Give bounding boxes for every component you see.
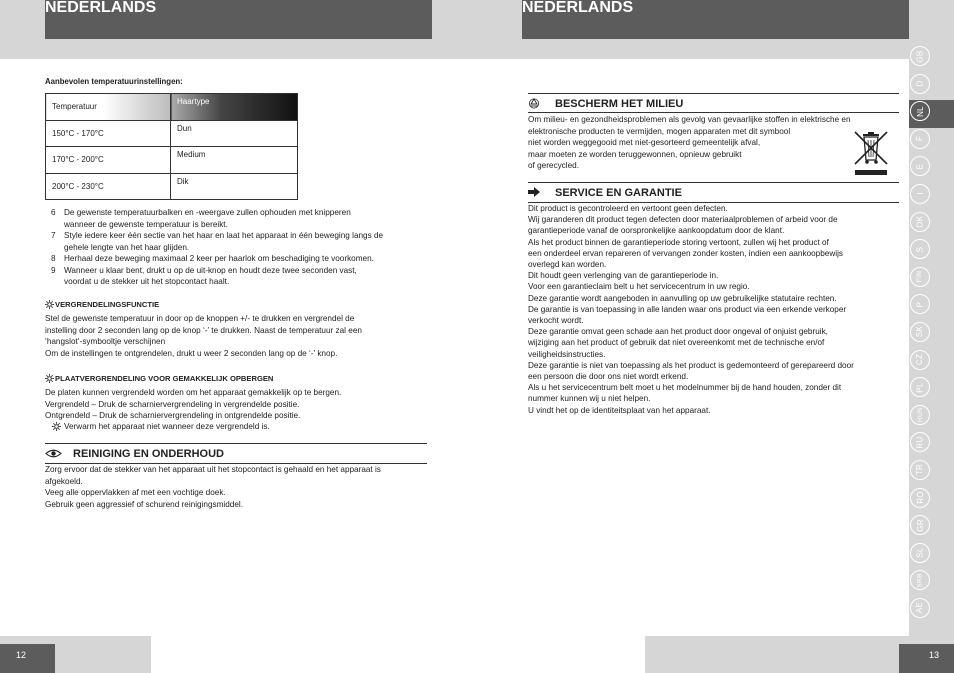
environment-text: niet worden weggegooid met niet-gesorteerd gemeentelijk afval,	[528, 138, 761, 147]
language-tab-label: SK	[915, 326, 925, 338]
left-page-header: NEDERLANDS	[45, 0, 432, 39]
plate-text: De platen kunnen vergrendeld worden om het apparaat gemakkelijk op te bergen.	[45, 388, 342, 397]
language-tab-ro[interactable]	[910, 488, 930, 508]
step-number: 6	[51, 208, 56, 217]
language-tab-label: P	[915, 301, 925, 308]
language-tab-dk[interactable]	[910, 212, 930, 232]
table-header-row	[46, 94, 298, 121]
right-page-header: NEDERLANDS	[522, 0, 909, 39]
table-row	[46, 173, 298, 200]
section-divider	[528, 112, 899, 113]
language-tab-label: PL	[915, 381, 925, 393]
step-number: 9	[51, 265, 56, 275]
language-tab-gr[interactable]	[910, 515, 930, 535]
language-tab-label: HUN	[916, 407, 924, 423]
warranty-title: SERVICE EN GARANTIE	[555, 187, 682, 199]
lock-text: Om de instellingen te ontgrendelen, drukt u weer 2 seconden lang op de ‘-’ knop.	[45, 348, 338, 358]
warranty-text: Deze garantie omvat geen schade aan het product door ongeval of onjuist gebruik,	[528, 327, 828, 337]
language-tab-p[interactable]	[910, 294, 930, 314]
language-tab-fin[interactable]	[910, 267, 930, 287]
environment-text: elektronische producten te vermijden, mogen apparaten met dit symbool	[528, 126, 791, 136]
right-page-number-box	[899, 644, 954, 673]
page-number: 13	[929, 650, 940, 660]
warranty-text: Voor een garantieclaim belt u het servicecentrum in uw regio.	[528, 282, 750, 292]
language-tab-label: D	[915, 80, 925, 87]
sun-icon	[45, 374, 54, 383]
table-row	[46, 147, 298, 174]
warranty-text: Wij garanderen dit product tegen defecten door materiaalproblemen of arbeid voor de	[528, 215, 838, 225]
sun-icon	[45, 300, 54, 309]
language-tab-label: F	[915, 136, 925, 142]
table-cell: 200°C - 230°C	[46, 173, 171, 200]
language-tab-ru[interactable]	[910, 432, 930, 452]
plate-text: Ontgrendeld – Druk de scharniervergrendeling in ontgrendelde positie.	[45, 411, 301, 420]
warranty-text: Dit product is gecontroleerd en vertoont geen defecten.	[528, 204, 728, 213]
language-tab-cz[interactable]	[910, 350, 930, 370]
lock-text: Stel de gewenste temperatuur in door op de knoppen +/- te drukken en vergrendel de	[45, 314, 355, 323]
warranty-text: Deze garantie is niet van toepassing als het product is gedemonteerd of gerepareerd door	[528, 360, 854, 370]
table-cell: Dik	[171, 173, 298, 200]
language-tab-label: TR	[915, 464, 925, 476]
lock-function-title: VERGRENDELINGSFUNCTIE	[55, 300, 160, 309]
cleaning-text: afgekoeld.	[45, 476, 83, 486]
language-tab-gb[interactable]	[910, 46, 930, 66]
temperature-table	[45, 93, 298, 200]
language-tab-label: DK	[915, 215, 925, 228]
table-cell: Dun	[171, 120, 298, 147]
warranty-text: garantieperiode vanaf de oorspronkelijke aankoopdatum door de klant.	[528, 226, 785, 236]
warranty-text: Als u het servicecentrum belt moet u het modelnummer bij de hand houden, zonder dit	[528, 383, 842, 393]
left-page-number-box	[0, 644, 55, 673]
step-number: 8	[51, 254, 56, 263]
cleaning-text: Veeg alle oppervlakken af met een vochtige doek.	[45, 488, 226, 497]
temperature-title: Aanbevolen temperatuurinstellingen:	[45, 77, 183, 86]
table-cell: Medium	[171, 147, 298, 174]
eye-icon	[45, 448, 62, 459]
cleaning-title: REINIGING EN ONDERHOUD	[73, 448, 224, 460]
section-divider	[528, 182, 899, 183]
arrow-right-icon	[528, 187, 540, 197]
language-tabs	[909, 46, 932, 625]
language-tab-sk[interactable]	[910, 322, 930, 342]
warranty-text: nummer kunnen wij u niet helpen.	[528, 394, 651, 404]
language-tab-label: RU	[915, 436, 925, 449]
warranty-text: overlegd kan worden.	[528, 260, 607, 269]
language-tab-hun[interactable]	[910, 405, 930, 425]
language-tab-tr[interactable]	[910, 460, 930, 480]
language-tab-ae[interactable]	[910, 598, 930, 618]
step-number: 7	[51, 231, 56, 240]
language-tab-label: GR	[915, 518, 925, 532]
recycle-icon	[528, 98, 540, 109]
warranty-text: De garantie is van toepassing in alle landen waar ons product via een erkende verkoper	[528, 304, 847, 314]
step-text: voordat u de stekker uit het stopcontact haalt.	[64, 277, 230, 286]
step-text: gehele lengte van het haar glijden.	[64, 242, 190, 252]
warranty-text: Dit houdt geen verlenging van de garantieperiode in.	[528, 271, 719, 281]
environment-text: of gerecycled.	[528, 161, 579, 170]
language-tab-s[interactable]	[910, 239, 930, 259]
page-number: 12	[16, 650, 27, 660]
step-text: Wanneer u klaar bent, drukt u op de uit-knop en houdt deze twee seconden vast,	[64, 265, 357, 275]
warranty-text: een onderdeel ervan repareren of vervangen zonder kosten, indien een aankoopbewijs	[528, 248, 843, 258]
step-text: Herhaal deze beweging maximaal 2 keer per haarlok om beschadiging te voorkomen.	[64, 254, 374, 263]
section-divider	[528, 93, 899, 94]
plate-warning: Verwarm het apparaat niet wanneer deze vergrendeld is.	[64, 422, 270, 431]
table-cell: 150°C - 170°C	[46, 120, 171, 147]
language-tab-d[interactable]	[910, 74, 930, 94]
crossed-bin-icon	[853, 130, 889, 178]
warranty-text: Deze garantie wordt aangeboden in aanvulling op uw gebruikelijke statutaire rechten.	[528, 293, 837, 303]
environment-text: maar moeten ze worden teruggewonnen, opnieuw gebruikt	[528, 149, 742, 159]
step-text: wanneer de gewenste temperatuur is bereikt.	[64, 219, 228, 229]
language-tab-label: S	[915, 246, 925, 252]
language-tab-srb[interactable]	[910, 570, 930, 590]
lock-text: ‘hangslot’-symbooltje verschijnen	[45, 337, 166, 346]
language-tab-label: E	[915, 163, 925, 170]
right-footer-band	[645, 636, 909, 673]
language-tab-pl[interactable]	[910, 377, 930, 397]
plate-text: Vergrendeld – Druk de scharniervergrendeling in vergrendelde positie.	[45, 399, 300, 409]
language-tab-label: GB	[915, 49, 925, 63]
table-header-cell: Temperatuur	[46, 94, 171, 121]
step-text: Style iedere keer één sectie van het haar en laat het apparaat in één beweging langs de	[64, 231, 384, 240]
language-tab-label: SRB	[916, 573, 924, 588]
warranty-text: U vindt het op de identiteitsplaat van het apparaat.	[528, 405, 711, 415]
language-tab-label: NL	[915, 105, 925, 117]
warranty-text: wijziging aan het product of gebruik dat niet overeenkomt met de technische en/of	[528, 338, 825, 348]
table-header-cell: Haartype	[171, 94, 298, 121]
cleaning-text: Zorg ervoor dat de stekker van het apparaat uit het stopcontact is gehaald en het apparaat is	[45, 465, 381, 474]
plate-lock-title: PLAATVERGRENDELING VOOR GEMAKKELIJK OPBERGEN	[55, 374, 274, 383]
warranty-text: veiligheidsinstructies.	[528, 349, 606, 359]
language-tab-label: SL	[915, 547, 925, 558]
lock-text: instelling door 2 seconden lang op de knop ‘-’ te drukken. Naast de temperatuur zal een	[45, 325, 362, 335]
sun-icon	[52, 422, 61, 431]
section-divider	[45, 443, 427, 444]
language-tab-label: I	[915, 192, 925, 196]
warranty-text: een persoon die door ons niet wordt erkend.	[528, 372, 689, 381]
language-tab-label: RO	[915, 491, 925, 504]
language-tab-i[interactable]	[910, 184, 930, 204]
environment-title: BESCHERM HET MILIEU	[555, 98, 684, 110]
language-tab-e[interactable]	[910, 156, 930, 176]
cleaning-text: Gebruik geen aggressief of schurend reinigingsmiddel.	[45, 499, 243, 509]
warranty-text: Als het product binnen de garantieperiode storing vertoont, zullen wij het product of	[528, 237, 829, 247]
step-text: De gewenste temperatuurbalken en -weergave zullen ophouden met knipperen	[64, 208, 351, 217]
language-tab-label: FIN	[916, 271, 924, 283]
table-row	[46, 120, 298, 147]
language-tab-label: CZ	[915, 353, 925, 366]
table-cell: 170°C - 200°C	[46, 147, 171, 174]
warranty-text: verkocht wordt.	[528, 316, 584, 325]
language-tab-sl[interactable]	[910, 543, 930, 563]
language-tab-f[interactable]	[910, 129, 930, 149]
language-tab-nl[interactable]	[910, 101, 930, 121]
language-tab-label: AE	[915, 602, 925, 614]
environment-text: Om milieu- en gezondheidsproblemen als gevolg van gevaarlijke stoffen in elektrische en	[528, 115, 851, 124]
